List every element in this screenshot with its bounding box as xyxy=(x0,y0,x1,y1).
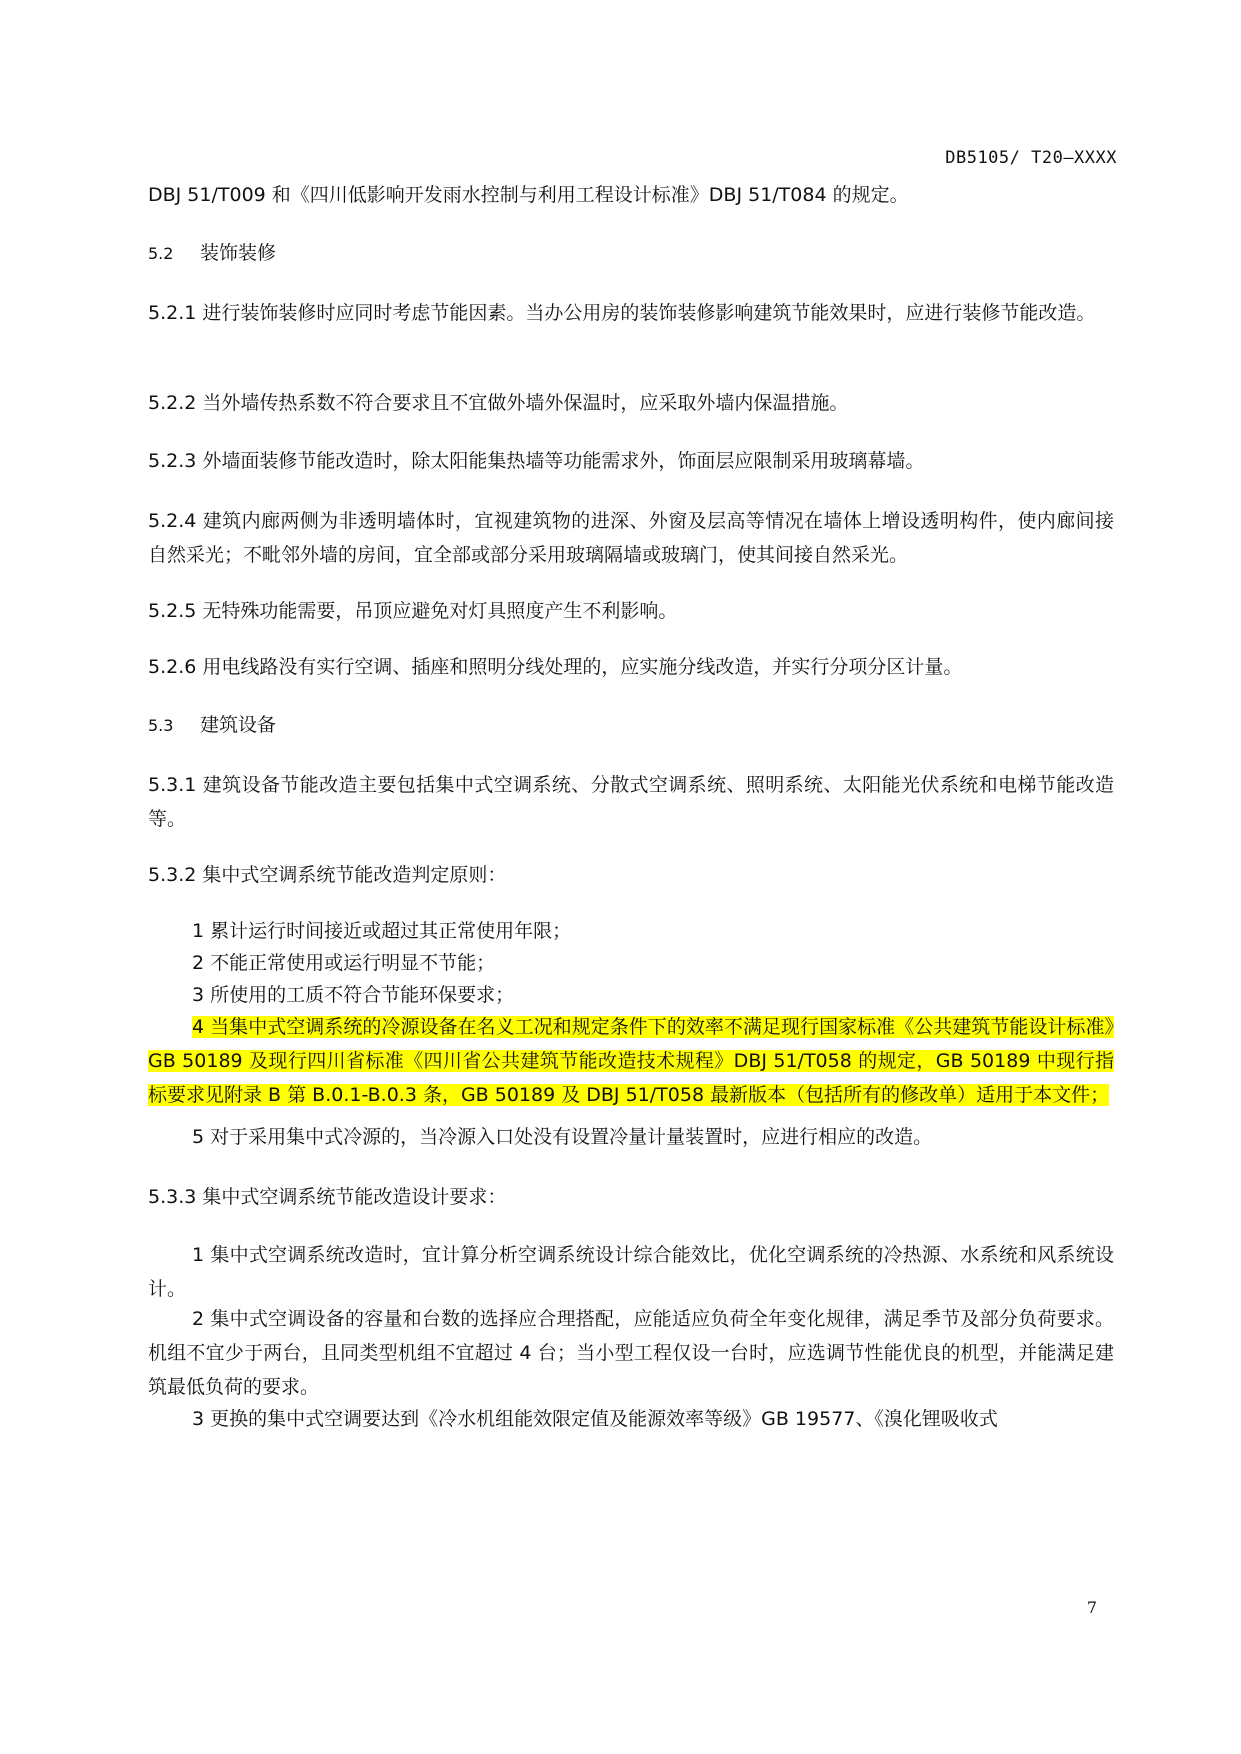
section-title: 建筑设备 xyxy=(200,714,277,736)
section-heading-5-2 xyxy=(148,236,1114,271)
document-code-header: DB5105/ T20—XXXX xyxy=(945,148,1117,168)
intro-paragraph: DBJ 51/T009 和《四川低影响开发雨水控制与利用工程设计标准》DBJ 51/T084 的规定。 xyxy=(148,184,909,206)
clause-5-3-3: 5.3.3 集中式空调系统节能改造设计要求： xyxy=(148,1186,507,1208)
section-heading-5-3 xyxy=(148,708,1114,743)
list-item: 1 集中式空调系统改造时，宜计算分析空调系统设计综合能效比，优化空调系统的冷热源、水系统和风系统设计。 xyxy=(148,1244,1114,1300)
clause-5-2-6: 5.2.6 用电线路没有实行空调、插座和照明分线处理的，应实施分线改造，并实行分项分区计量。 xyxy=(148,656,963,678)
clause-5-2-1: 5.2.1 进行装饰装修时应同时考虑节能因素。当办公用房的装饰装修影响建筑节能效果时，应进行装修节能改造。 xyxy=(148,302,1096,324)
section-number: 5.2 xyxy=(148,244,174,263)
list-item: 3 所使用的工质不符合节能环保要求； xyxy=(192,984,515,1006)
section-title: 装饰装修 xyxy=(200,242,277,264)
clause-5-2-3: 5.2.3 外墙面装修节能改造时，除太阳能集热墙等功能需求外，饰面层应限制采用玻璃幕墙。 xyxy=(148,450,925,472)
list-item: 5 对于采用集中式冷源的，当冷源入口处没有设置冷量计量装置时，应进行相应的改造。 xyxy=(192,1126,933,1148)
section-number: 5.3 xyxy=(148,716,174,735)
clause-5-3-1: 5.3.1 建筑设备节能改造主要包括集中式空调系统、分散式空调系统、照明系统、太阳能光伏系统和电梯节能改造等。 xyxy=(148,774,1114,830)
clause-5-3-2: 5.3.2 集中式空调系统节能改造判定原则： xyxy=(148,864,507,886)
clause-5-2-4: 5.2.4 建筑内廊两侧为非透明墙体时，宜视建筑物的进深、外窗及层高等情况在墙体上增设透明构件，使内廊间接自然采光；不毗邻外墙的房间，宜全部或部分采用玻璃隔墙或玻璃门，使其间接自然采光。 xyxy=(148,510,1114,566)
list-item: 3 更换的集中式空调要达到《冷水机组能效限定值及能源效率等级》GB 19577、《溴化锂吸收式 xyxy=(192,1408,998,1430)
clause-5-2-5: 5.2.5 无特殊功能需要，吊顶应避免对灯具照度产生不利影响。 xyxy=(148,600,678,622)
list-item: 1 累计运行时间接近或超过其正常使用年限； xyxy=(192,920,572,942)
highlight-mark: 4 当集中式空调系统的冷源设备在名义工况和规定条件下的效率不满足现行国家标准《公共建筑节能设计标准》GB 50189 及现行四川省标准《四川省公共建筑节能改造技术规程》DBJ 51/T058 的规定，GB 50189 中现行指标要求见附录 B 第 B.0.1-B.0.3 条，GB 50189 及 DBJ 51/T058 最新版本（包括所有的修改单）适用于本文件； xyxy=(148,1016,1114,1106)
clause-5-2-2: 5.2.2 当外墙传热系数不符合要求且不宜做外墙外保温时，应采取外墙内保温措施。 xyxy=(148,392,849,414)
highlighted-list-item xyxy=(148,1010,1114,1112)
list-item: 2 不能正常使用或运行明显不节能； xyxy=(192,952,496,974)
list-item: 2 集中式空调设备的容量和台数的选择应合理搭配，应能适应负荷全年变化规律，满足季节及部分负荷要求。机组不宜少于两台，且同类型机组不宜超过 4 台；当小型工程仅设一台时，应选调节性能优良的机型，并能满足建筑最低负荷的要求。 xyxy=(148,1308,1114,1398)
page-number: 7 xyxy=(1086,1598,1097,1617)
